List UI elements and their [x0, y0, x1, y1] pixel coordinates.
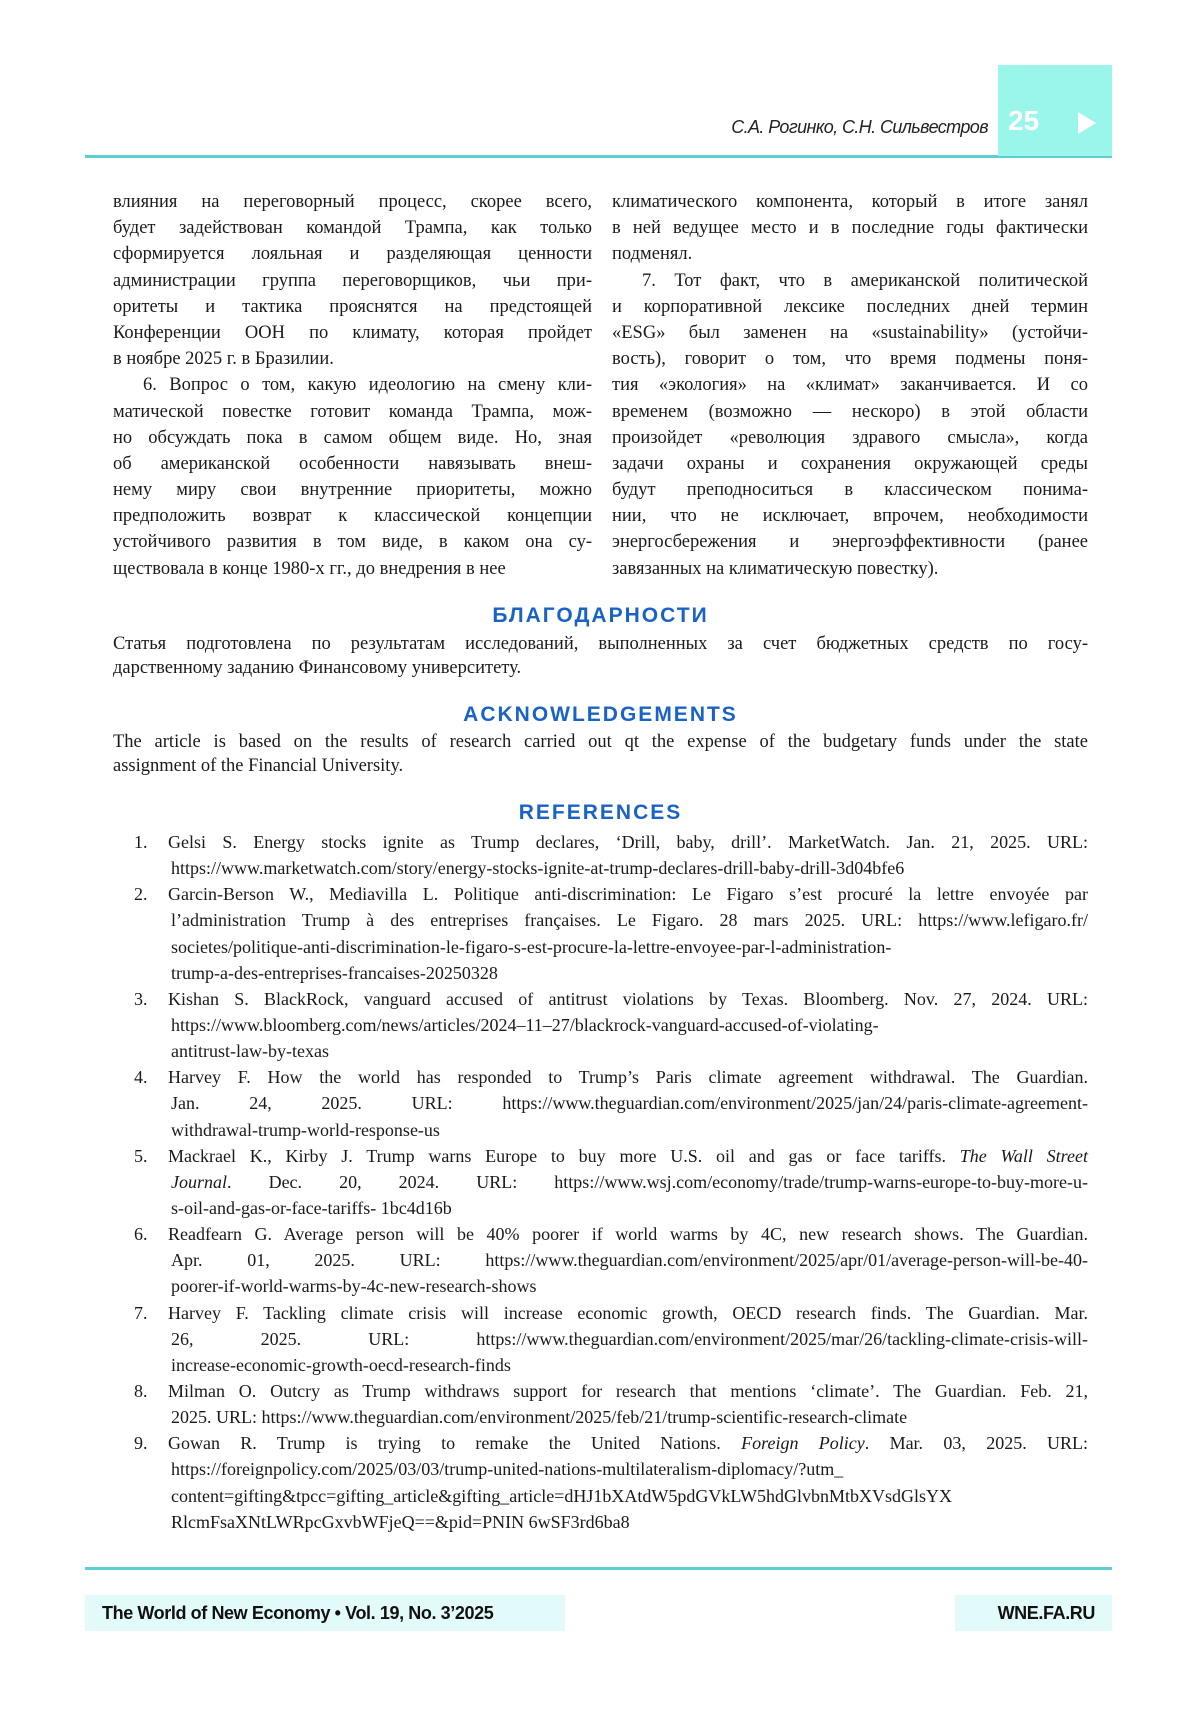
reference-line: poorer-if-world-warms-by-4c-new-research-shows — [171, 1273, 1088, 1299]
reference-number: 4. — [134, 1064, 148, 1090]
reference-item — [113, 881, 1088, 986]
reference-item — [113, 986, 1088, 1064]
reference-line: trump-a-des-entreprises-francaises-20250328 — [171, 960, 1088, 986]
references-list — [113, 829, 1088, 1535]
body-text-line: завязанных на климатическую повестку). — [612, 556, 1088, 582]
body-text-line: будет задействован командой Трампа, как только — [113, 215, 592, 241]
reference-line: Jan. 24, 2025. URL: https://www.theguardian.com/environment/2025/jan/24/paris-climate-agreement- — [171, 1090, 1088, 1116]
body-column-left — [113, 189, 592, 582]
body-text-line: оритеты и тактика прояснятся на предстоящей — [113, 294, 592, 320]
footer-site-link[interactable]: WNE.FA.RU — [955, 1595, 1112, 1631]
reference-text — [171, 881, 1088, 986]
reference-line: Gelsi S. Energy stocks ignite as Trump declares, ‘Drill, baby, drill’. MarketWatch. Jan. 21, 2025. URL: — [168, 829, 1088, 855]
acknowledgement-line: assignment of the Financial University. — [113, 754, 1088, 778]
body-column-right — [612, 189, 1088, 582]
triangle-right-icon — [1078, 112, 1096, 134]
reference-line: Harvey F. How the world has responded to Trump’s Paris climate agreement withdrawal. The Guardian. — [168, 1064, 1088, 1090]
reference-line — [168, 1430, 1088, 1456]
body-text-line: «ESG» был заменен на «sustainability» (устойчи- — [612, 320, 1088, 346]
header-rule — [85, 155, 1112, 158]
reference-text — [171, 1221, 1088, 1299]
body-text-line: и корпоративной лексике последних дней термин — [612, 294, 1088, 320]
reference-text — [171, 986, 1088, 1064]
reference-item — [113, 1430, 1088, 1535]
page-number: 25 — [1008, 105, 1039, 137]
reference-line: https://foreignpolicy.com/2025/03/03/trump-united-nations-multilateralism-diplomacy/?utm_ — [171, 1456, 1088, 1482]
reference-text — [171, 1064, 1088, 1142]
reference-number: 6. — [134, 1221, 148, 1247]
body-text-line: Конференции ООН по климату, которая пройдет — [113, 320, 592, 346]
acknowledgements-ru-heading: БЛАГОДАРНОСТИ — [113, 604, 1088, 628]
reference-line: RlcmFsaXNtLWRpcGxvbWFjeQ==&pid=PNIN 6wSF3rd6ba8 — [171, 1509, 1088, 1535]
reference-number: 9. — [134, 1430, 148, 1456]
reference-line: increase-economic-growth-oecd-research-finds — [171, 1352, 1088, 1378]
reference-text — [171, 829, 1088, 881]
reference-line: antitrust-law-by-texas — [171, 1038, 1088, 1064]
body-text-line: подменял. — [612, 241, 1088, 267]
reference-text — [171, 1378, 1088, 1430]
reference-line: withdrawal-trump-world-response-us — [171, 1117, 1088, 1143]
footer-journal-title: The World of New Economy • Vol. 19, No. 3’2025 — [85, 1595, 565, 1631]
running-head-authors: С.А. Рогинко, С.Н. Сильвестров — [731, 117, 988, 138]
reference-line: https://www.marketwatch.com/story/energy-stocks-ignite-at-trump-declares-drill-baby-drill-3d04bfe6 — [171, 855, 1088, 881]
reference-line: Milman O. Outcry as Trump withdraws support for research that mentions ‘climate’. The Guardian. Feb. 21, — [168, 1378, 1088, 1404]
body-text-line: матической повестке готовит команда Трампа, мож- — [113, 399, 592, 425]
reference-item — [113, 1221, 1088, 1299]
reference-line: societes/politique-anti-discrimination-le-figaro-s-est-procure-la-lettre-envoyee-par-l-administration- — [171, 934, 1088, 960]
body-text-line: в ней ведущее место и в последние годы фактически — [612, 215, 1088, 241]
reference-number: 3. — [134, 986, 148, 1012]
reference-text — [171, 1300, 1088, 1378]
body-text-line: ществовала в конце 1980-х гг., до внедрения в нее — [113, 556, 592, 582]
text-segment: . Mar. 03, 2025. URL: — [865, 1433, 1088, 1453]
reference-line — [168, 1143, 1088, 1169]
body-text-line: администрации группа переговорщиков, чьи при- — [113, 268, 592, 294]
text-segment: Mackrael K., Kirby J. Trump warns Europe to buy more U.S. oil and gas or face tariffs. — [168, 1146, 960, 1166]
body-text-line: вость), говорит о том, что время подмены поня- — [612, 346, 1088, 372]
reference-item — [113, 1064, 1088, 1142]
body-text-line: тия «экология» на «климат» заканчивается. И со — [612, 372, 1088, 398]
body-text-line: будут преподноситься в классическом понима- — [612, 477, 1088, 503]
text-segment: Gowan R. Trump is trying to remake the United Nations. — [168, 1433, 741, 1453]
body-text-line: об американской особенности навязывать внеш- — [113, 451, 592, 477]
reference-line: 26, 2025. URL: https://www.theguardian.com/environment/2025/mar/26/tackling-climate-crisis-will- — [171, 1326, 1088, 1352]
footer-rule — [85, 1567, 1112, 1570]
body-text-line: в ноябре 2025 г. в Бразилии. — [113, 346, 592, 372]
body-text-line: сформируется лояльная и разделяющая ценности — [113, 241, 592, 267]
acknowledgements-en-heading: ACKNOWLEDGEMENTS — [113, 703, 1088, 727]
body-text-line: но обсуждать пока в самом общем виде. Но, зная — [113, 425, 592, 451]
reference-line: Apr. 01, 2025. URL: https://www.theguardian.com/environment/2025/apr/01/average-person-will-be-40- — [171, 1247, 1088, 1273]
reference-text — [171, 1143, 1088, 1221]
reference-line: Readfearn G. Average person will be 40% poorer if world warms by 4C, new research shows. The Guardian. — [168, 1221, 1088, 1247]
body-text-line: 7. Тот факт, что в американской политической — [612, 268, 1088, 294]
reference-line — [171, 1169, 1088, 1195]
body-text-line: нему миру свои внутренние приоритеты, можно — [113, 477, 592, 503]
reference-line: content=gifting&tpcc=gifting_article&gifting_article=dHJ1bXAtdW5pdGVkLW5hdGlvbnMtbXVsdGlsYX — [171, 1483, 1088, 1509]
body-text-line: 6. Вопрос о том, какую идеологию на смену кли- — [113, 372, 592, 398]
reference-line: l’administration Trump à des entreprises françaises. Le Figaro. 28 mars 2025. URL: https://www.lefigaro.fr/ — [171, 907, 1088, 933]
footer-site-box — [955, 1595, 1112, 1631]
reference-item — [113, 1300, 1088, 1378]
reference-line: Kishan S. BlackRock, vanguard accused of antitrust violations by Texas. Bloomberg. Nov. 27, 2024. URL: — [168, 986, 1088, 1012]
body-text-line: временем (возможно — нескоро) в этой области — [612, 399, 1088, 425]
reference-item — [113, 1378, 1088, 1430]
text-segment: . Dec. 20, 2024. URL: https://www.wsj.com/economy/trade/trump-warns-europe-to-buy-more-u- — [227, 1172, 1088, 1192]
reference-line: https://www.bloomberg.com/news/articles/2024–11–27/blackrock-vanguard-accused-of-violating- — [171, 1012, 1088, 1038]
references-heading: REFERENCES — [113, 801, 1088, 825]
acknowledgements-en-text — [113, 730, 1088, 778]
reference-line: s-oil-and-gas-or-face-tariffs- 1bc4d16b — [171, 1195, 1088, 1221]
italic-segment: Foreign Policy — [741, 1433, 865, 1453]
reference-item — [113, 1143, 1088, 1221]
reference-number: 8. — [134, 1378, 148, 1404]
body-text-line: предположить возврат к классической концепции — [113, 503, 592, 529]
reference-line: Harvey F. Tackling climate crisis will increase economic growth, OECD research finds. The Guardian. Mar. — [168, 1300, 1088, 1326]
reference-number: 5. — [134, 1143, 148, 1169]
body-text-line: задачи охраны и сохранения окружающей среды — [612, 451, 1088, 477]
body-text-line: нии, что не исключает, впрочем, необходимости — [612, 503, 1088, 529]
reference-line: Garcin-Berson W., Mediavilla L. Politique anti-discrimination: Le Figaro s’est procuré la lettre envoyée par — [168, 881, 1088, 907]
acknowledgements-ru-text — [113, 632, 1088, 680]
reference-number: 1. — [134, 829, 148, 855]
footer-journal-box — [85, 1595, 565, 1631]
body-text-line: устойчивого развития в том виде, в каком она су- — [113, 529, 592, 555]
body-text-line: влияния на переговорный процесс, скорее всего, — [113, 189, 592, 215]
reference-item — [113, 829, 1088, 881]
italic-segment: The Wall Street — [960, 1146, 1088, 1166]
body-text-line: произойдет «революция здравого смысла», когда — [612, 425, 1088, 451]
reference-line: 2025. URL: https://www.theguardian.com/environment/2025/feb/21/trump-scientific-research-climate — [171, 1404, 1088, 1430]
body-text-line: климатического компонента, который в итоге занял — [612, 189, 1088, 215]
reference-number: 7. — [134, 1300, 148, 1326]
reference-text — [171, 1430, 1088, 1535]
italic-segment: Journal — [171, 1172, 227, 1192]
body-text-line: энергосбережения и энергоэффективности (ранее — [612, 529, 1088, 555]
acknowledgement-line: Статья подготовлена по результатам исследований, выполненных за счет бюджетных средств по госу- — [113, 632, 1088, 656]
acknowledgement-line: The article is based on the results of research carried out qt the expense of the budgetary funds under the state — [113, 730, 1088, 754]
acknowledgement-line: дарственному заданию Финансовому университету. — [113, 656, 1088, 680]
reference-number: 2. — [134, 881, 148, 907]
